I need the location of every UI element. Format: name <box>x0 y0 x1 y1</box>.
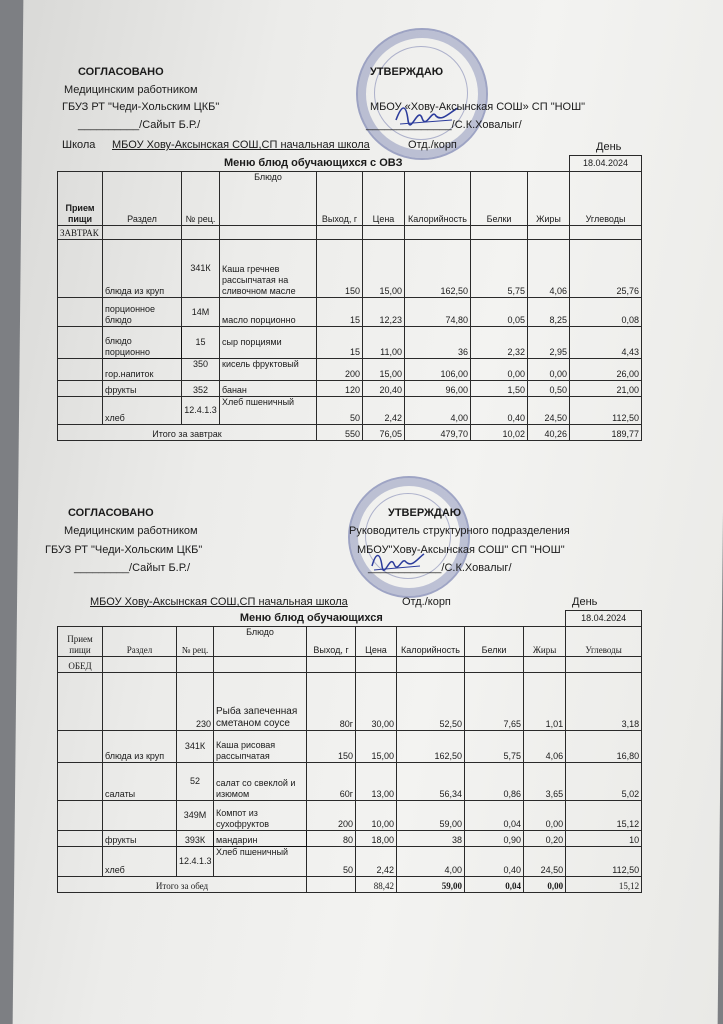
row-price: 12,23 <box>363 298 405 327</box>
row-num: 350 <box>182 359 220 381</box>
row-yield: 60г <box>307 763 356 801</box>
row-dish: Каша гречнев рассыпчатая на сливочном масле <box>220 240 317 298</box>
row-dish: Компот из сухофруктов <box>214 801 307 831</box>
total-price: 76,05 <box>363 425 405 441</box>
row-protein: 0,00 <box>471 359 528 381</box>
row-fat: 0,50 <box>528 381 570 397</box>
total-fat-2: 0,00 <box>524 877 566 893</box>
menu-title: Меню блюд обучающихся с ОВЗ <box>58 156 570 172</box>
row-dish: сыр порциями <box>220 327 317 359</box>
row-protein: 0,05 <box>471 298 528 327</box>
row-kcal: 162,50 <box>405 240 471 298</box>
row-carbs: 21,00 <box>570 381 642 397</box>
header-recipe-num-2: № рец. <box>177 627 214 657</box>
table-row <box>58 847 642 877</box>
row-protein: 5,75 <box>465 731 524 763</box>
total-row <box>58 425 642 441</box>
total-yield: 550 <box>317 425 363 441</box>
row-carbs: 15,12 <box>566 801 642 831</box>
school-label: Школа <box>62 139 96 151</box>
row-carbs: 4,43 <box>570 327 642 359</box>
header-kcal: Калорийность <box>405 172 471 226</box>
menu-date-2: 18.04.2024 <box>566 611 642 627</box>
row-carbs: 25,76 <box>570 240 642 298</box>
row-price: 15,00 <box>363 240 405 298</box>
approve-line2: МБОУ «Хову-Аксынская СОШ» СП "НОШ" <box>370 101 586 113</box>
table-row <box>58 397 642 425</box>
header-meal-2: Прием пищи <box>58 627 103 657</box>
row-num: 15 <box>182 327 220 359</box>
breakfast-menu-table <box>57 155 642 441</box>
row-protein: 1,50 <box>471 381 528 397</box>
header-fat-2: Жиры <box>524 627 566 657</box>
row-fat: 0,20 <box>524 831 566 847</box>
total-price-2: 88,42 <box>356 877 397 893</box>
row-carbs: 5,02 <box>566 763 642 801</box>
row-dish: Рыба запеченная сметаном соусе <box>214 673 307 731</box>
row-protein: 2,32 <box>471 327 528 359</box>
row-carbs: 3,18 <box>566 673 642 731</box>
row-fat: 1,01 <box>524 673 566 731</box>
agreed-line1-2: Медицинским работником <box>64 525 198 537</box>
agreed-line2: ГБУЗ РТ "Чеди-Хольским ЦКБ" <box>62 101 220 113</box>
table-row <box>58 763 642 801</box>
row-num: 341К <box>177 731 214 763</box>
row-kcal: 96,00 <box>405 381 471 397</box>
row-kcal: 74,80 <box>405 298 471 327</box>
approve-signature-line: ______________/С.К.Ховалыг/ <box>366 119 522 131</box>
row-kcal: 106,00 <box>405 359 471 381</box>
total-kcal-2: 59,00 <box>397 877 465 893</box>
agreed-line1: Медицинским работником <box>64 84 198 96</box>
row-protein: 0,40 <box>465 847 524 877</box>
total-fat: 40,26 <box>528 425 570 441</box>
meal-name-2: ОБЕД <box>58 657 103 673</box>
row-num: 14М <box>182 298 220 327</box>
approve-heading-2: УТВЕРЖДАЮ <box>388 507 462 519</box>
row-protein: 0,86 <box>465 763 524 801</box>
school-name: МБОУ Хову-Аксынская СОШ,СП начальная школа <box>112 139 370 151</box>
row-protein: 7,65 <box>465 673 524 731</box>
total-protein-2: 0,04 <box>465 877 524 893</box>
row-section: блюда из круп <box>103 240 182 298</box>
row-section: блюдо порционно <box>103 327 182 359</box>
table-row <box>58 298 642 327</box>
row-yield: 50 <box>307 847 356 877</box>
table-row <box>58 731 642 763</box>
row-section: хлеб <box>103 847 177 877</box>
row-kcal: 162,50 <box>397 731 465 763</box>
row-dish: банан <box>220 381 317 397</box>
total-row <box>58 877 642 893</box>
row-fat: 4,06 <box>524 731 566 763</box>
row-kcal: 59,00 <box>397 801 465 831</box>
row-fat: 2,95 <box>528 327 570 359</box>
row-num: 352 <box>182 381 220 397</box>
row-price: 15,00 <box>356 731 397 763</box>
row-fat: 24,50 <box>528 397 570 425</box>
row-yield: 150 <box>317 240 363 298</box>
table-row <box>58 240 642 298</box>
row-dish: масло порционно <box>220 298 317 327</box>
row-fat: 24,50 <box>524 847 566 877</box>
total-carbs-2: 15,12 <box>566 877 642 893</box>
row-yield: 150 <box>307 731 356 763</box>
row-kcal: 4,00 <box>397 847 465 877</box>
agreed-signature-line-2: _________/Сайыт Б.Р./ <box>74 562 191 574</box>
row-protein: 5,75 <box>471 240 528 298</box>
row-kcal: 4,00 <box>405 397 471 425</box>
row-yield: 15 <box>317 298 363 327</box>
row-yield: 80 <box>307 831 356 847</box>
header-protein-2: Белки <box>465 627 524 657</box>
row-protein: 0,90 <box>465 831 524 847</box>
row-num: 52 <box>177 763 214 801</box>
row-section: гор.напиток <box>103 359 182 381</box>
row-price: 10,00 <box>356 801 397 831</box>
row-num: 12.4.1.3 <box>177 847 214 877</box>
table-row <box>58 801 642 831</box>
row-carbs: 112,50 <box>566 847 642 877</box>
row-fat: 4,06 <box>528 240 570 298</box>
row-section: порционное блюдо <box>103 298 182 327</box>
row-price: 13,00 <box>356 763 397 801</box>
row-dish: салат со свеклой и изюмом <box>214 763 307 801</box>
row-fat: 3,65 <box>524 763 566 801</box>
school-name-2: МБОУ Хову-Аксынская СОШ,СП начальная школа <box>90 596 348 608</box>
row-dish: Хлеб пшеничный <box>220 397 317 425</box>
header-yield: Выход, г <box>317 172 363 226</box>
row-price: 11,00 <box>363 327 405 359</box>
row-section: салаты <box>103 763 177 801</box>
header-meal: Прием пищи <box>58 172 103 226</box>
header-section-2: Раздел <box>103 627 177 657</box>
day-label-2: День <box>572 596 598 608</box>
row-num: 393К <box>177 831 214 847</box>
header-protein: Белки <box>471 172 528 226</box>
header-fat: Жиры <box>528 172 570 226</box>
lunch-menu-table <box>57 610 642 893</box>
dept-label: Отд./корп <box>408 139 457 151</box>
row-carbs: 10 <box>566 831 642 847</box>
row-fat: 8,25 <box>528 298 570 327</box>
row-carbs: 16,80 <box>566 731 642 763</box>
header-section: Раздел <box>103 172 182 226</box>
row-section: фрукты <box>103 381 182 397</box>
row-dish: Каша рисовая рассыпчатая <box>214 731 307 763</box>
row-price: 2,42 <box>356 847 397 877</box>
header-yield-2: Выход, г <box>307 627 356 657</box>
row-price: 15,00 <box>363 359 405 381</box>
row-carbs: 112,50 <box>570 397 642 425</box>
header-price: Цена <box>363 172 405 226</box>
row-yield: 200 <box>317 359 363 381</box>
day-label: День <box>596 141 622 153</box>
menu-title-2: Меню блюд обучающихся <box>58 611 566 627</box>
row-fat: 0,00 <box>528 359 570 381</box>
approve-line1-2: Руководитель структурного подразделения <box>349 525 570 537</box>
row-price: 30,00 <box>356 673 397 731</box>
agreed-line2-2: ГБУЗ РТ "Чеди-Хольским ЦКБ" <box>45 544 203 556</box>
agreed-heading: СОГЛАСОВАНО <box>78 66 164 78</box>
agreed-heading-2: СОГЛАСОВАНО <box>68 507 154 519</box>
row-dish: мандарин <box>214 831 307 847</box>
approve-line2-2: МБОУ"Хову-Аксынская СОШ" СП "НОШ" <box>357 544 565 556</box>
row-section <box>103 673 177 731</box>
row-yield: 15 <box>317 327 363 359</box>
header-kcal-2: Калорийность <box>397 627 465 657</box>
row-dish: Хлеб пшеничный <box>214 847 307 877</box>
menu-date: 18.04.2024 <box>570 156 642 172</box>
row-kcal: 56,34 <box>397 763 465 801</box>
total-protein: 10,02 <box>471 425 528 441</box>
row-dish: кисель фруктовый <box>220 359 317 381</box>
meal-name: ЗАВТРАК <box>58 226 103 240</box>
table-row <box>58 359 642 381</box>
row-section: хлеб <box>103 397 182 425</box>
row-protein: 0,40 <box>471 397 528 425</box>
agreed-signature-line: __________/Сайыт Б.Р./ <box>78 119 201 131</box>
header-carbs-2: Углеводы <box>566 627 642 657</box>
total-carbs: 189,77 <box>570 425 642 441</box>
table-row <box>58 381 642 397</box>
row-kcal: 38 <box>397 831 465 847</box>
row-yield: 200 <box>307 801 356 831</box>
approve-signature-line-2: ____________/С.К.Ховалыг/ <box>368 562 512 574</box>
row-section: фрукты <box>103 831 177 847</box>
table-row <box>58 673 642 731</box>
row-num: 349М <box>177 801 214 831</box>
row-num: 230 <box>177 673 214 731</box>
header-recipe-num: № рец. <box>182 172 220 226</box>
total-label-2: Итого за обед <box>58 877 307 893</box>
row-protein: 0,04 <box>465 801 524 831</box>
table-row <box>58 831 642 847</box>
row-price: 20,40 <box>363 381 405 397</box>
row-kcal: 52,50 <box>397 673 465 731</box>
row-yield: 120 <box>317 381 363 397</box>
approve-heading: УТВЕРЖДАЮ <box>370 66 444 78</box>
total-kcal: 479,70 <box>405 425 471 441</box>
table-row <box>58 327 642 359</box>
total-yield-2 <box>307 877 356 893</box>
row-section <box>103 801 177 831</box>
header-carbs: Углеводы <box>570 172 642 226</box>
row-kcal: 36 <box>405 327 471 359</box>
row-carbs: 0,08 <box>570 298 642 327</box>
row-yield: 50 <box>317 397 363 425</box>
header-dish-2: Блюдо <box>214 627 307 657</box>
row-price: 2,42 <box>363 397 405 425</box>
dept-label-2: Отд./корп <box>402 596 451 608</box>
row-section: блюда из круп <box>103 731 177 763</box>
row-carbs: 26,00 <box>570 359 642 381</box>
row-price: 18,00 <box>356 831 397 847</box>
row-num: 341К <box>182 240 220 298</box>
header-dish: Блюдо <box>220 172 317 226</box>
total-label: Итого за завтрак <box>58 425 317 441</box>
header-price-2: Цена <box>356 627 397 657</box>
row-fat: 0,00 <box>524 801 566 831</box>
row-num: 12.4.1.3 <box>182 397 220 425</box>
row-yield: 80г <box>307 673 356 731</box>
